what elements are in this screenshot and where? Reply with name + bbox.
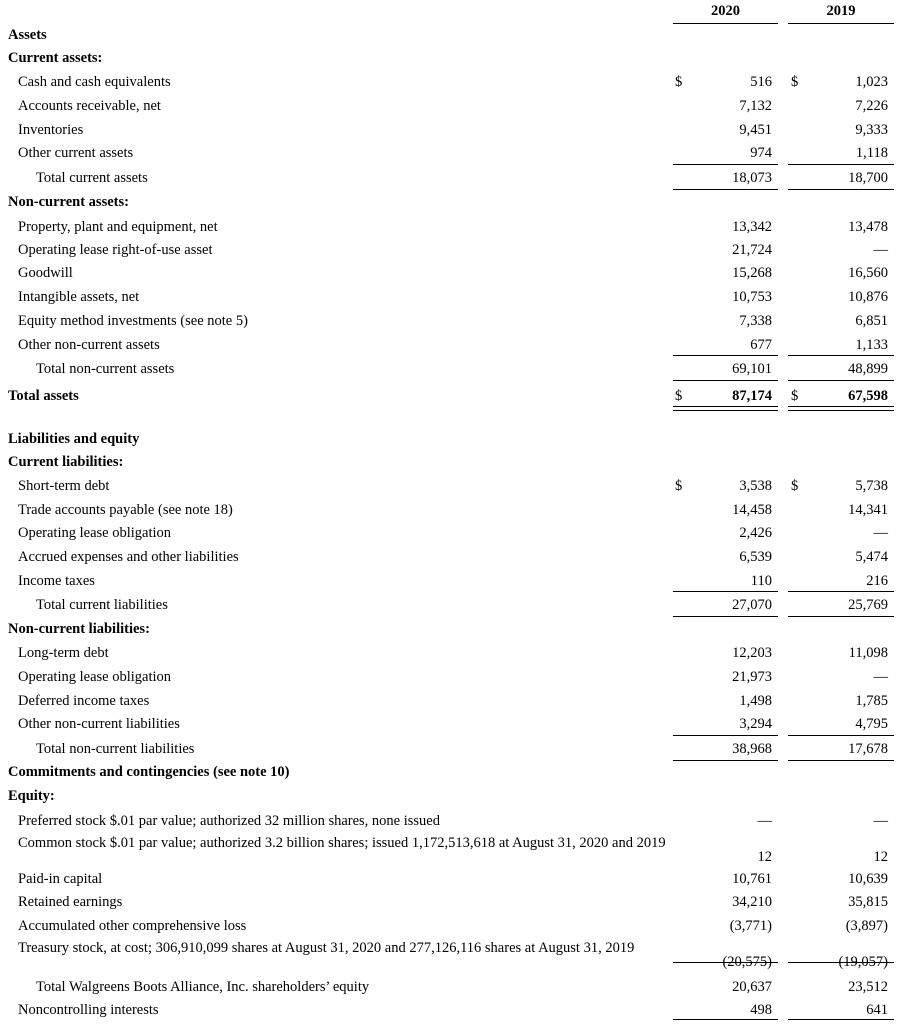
row-preferred-stock-01-par-value-authorized-32-milli [0,810,904,832]
total-rule-2019 [788,164,894,165]
row-non-current-liabilities [0,618,904,640]
row-assets [0,24,904,46]
row-label: Operating lease right-of-use asset [18,242,213,258]
total-rule-2019 [788,962,894,963]
row-other-current-assets [0,142,904,164]
value-2019: 23,512 [848,979,888,995]
row-label: Total Walgreens Boots Alliance, Inc. shareholders’ equity [36,979,370,995]
value-2020: 12,203 [732,645,772,661]
row-current-assets [0,47,904,69]
row-label: Long-term debt [18,645,109,661]
value-2019: 12 [873,849,888,865]
row-noncontrolling-interests [0,999,904,1021]
value-2020: 516 [750,74,772,90]
total-rule-2020 [673,591,778,592]
row-long-term-debt [0,642,904,664]
value-2019: 9,333 [855,122,888,138]
total-rule-2020 [673,164,778,165]
value-2020: — [757,813,772,829]
row-label: Total assets [8,388,79,404]
value-2019: 48,899 [848,361,888,377]
row-label: Total current liabilities [36,597,168,613]
row-short-term-debt [0,475,904,497]
value-2019: 1,023 [855,74,888,90]
value-2020: 18,073 [732,170,772,186]
row-label: Preferred stock $.01 par value; authorized 32 million shares, none issued [18,813,440,829]
value-2020: 7,132 [739,98,772,114]
row-label: Equity method investments (see note 5) [18,313,248,329]
value-2019: 7,226 [855,98,888,114]
currency-symbol-2020: $ [675,74,683,90]
value-2019: 6,851 [855,313,888,329]
row-label: Goodwill [18,265,73,281]
value-2019: (3,897) [845,918,888,934]
value-2019: 25,769 [848,597,888,613]
row-label: Total non-current liabilities [36,741,195,757]
row-total-current-assets [0,167,904,189]
total-rule-2019 [788,189,894,190]
value-2020: 2,426 [739,525,772,541]
row-label: Equity: [8,788,55,804]
row-goodwill [0,262,904,284]
value-2020: 3,538 [739,478,772,494]
value-2020: 34,210 [732,894,772,910]
row-label: Other non-current assets [18,337,160,353]
row-total-assets [0,385,904,407]
value-2019: 14,341 [848,502,888,518]
currency-symbol-2019: $ [791,388,799,404]
total-rule-2020 [673,760,778,761]
row-total-non-current-assets [0,358,904,380]
value-2020: 87,174 [732,388,772,404]
row-label: Treasury stock, at cost; 306,910,099 shares at August 31, 2020 and 277,126,116 shares at August 31, 2019 [18,940,635,956]
row-property-plant-and-equipment-net [0,216,904,238]
value-2020: 10,753 [732,289,772,305]
value-2019: 13,478 [848,219,888,235]
total-rule-2020 [673,1019,778,1020]
value-2020: 14,458 [732,502,772,518]
row-total-walgreens-boots-alliance-inc-shareholders- [0,976,904,998]
value-2019: 67,598 [848,388,888,404]
row-label: Total non-current assets [36,361,175,377]
row-label: Property, plant and equipment, net [18,219,218,235]
value-2020: 12 [757,849,772,865]
row-label: Short-term debt [18,478,110,494]
row-label: Operating lease obligation [18,525,172,541]
column-header-2020: 2020 [673,0,778,24]
row-cash-and-cash-equivalents [0,71,904,93]
total-rule-2019 [788,760,894,761]
row-label: Trade accounts payable (see note 18) [18,502,233,518]
value-2019: 1,133 [855,337,888,353]
value-2019: 641 [866,1002,888,1018]
row-liabilities-and-equity [0,428,904,450]
value-2019: 18,700 [848,170,888,186]
total-rule-2020 [673,189,778,190]
value-2019: — [873,525,888,541]
value-2020: 1,498 [739,693,772,709]
value-2020: 974 [750,145,772,161]
row-current-liabilities [0,451,904,473]
total-rule-2019 [788,380,894,381]
row-label: Accumulated other comprehensive loss [18,918,247,934]
value-2020: 3,294 [739,716,772,732]
column-header-2019: 2019 [788,0,894,24]
row-label: Total current assets [36,170,148,186]
value-2019: (19,057) [838,954,888,970]
value-2019: 10,639 [848,871,888,887]
value-2020: 21,973 [732,669,772,685]
value-2019: — [873,669,888,685]
row-operating-lease-obligation [0,522,904,544]
row-label: Income taxes [18,573,95,589]
value-2019: — [873,813,888,829]
value-2020: 27,070 [732,597,772,613]
value-2019: 216 [866,573,888,589]
value-2020: 6,539 [739,549,772,565]
value-2019: 1,785 [855,693,888,709]
value-2020: 677 [750,337,772,353]
value-2020: 10,761 [732,871,772,887]
row-treasury-stock-at-cost-306-910-099-shares-at-aug [0,939,904,973]
row-deferred-income-taxes [0,690,904,712]
row-label: Operating lease obligation [18,669,172,685]
row-label: Retained earnings [18,894,123,910]
value-2020: 13,342 [732,219,772,235]
value-2020: (20,575) [722,954,772,970]
row-label: Noncontrolling interests [18,1002,159,1018]
row-label: Commitments and contingencies (see note 10) [8,764,290,780]
currency-symbol-2020: $ [675,388,683,404]
total-rule-2019 [788,1019,894,1020]
row-equity-method-investments-see-note-5 [0,310,904,332]
value-2019: 4,795 [855,716,888,732]
row-other-non-current-liabilities [0,713,904,735]
value-2020: 20,637 [732,979,772,995]
value-2020: (3,771) [729,918,772,934]
row-retained-earnings [0,891,904,913]
row-label: Current assets: [8,50,103,66]
currency-symbol-2020: $ [675,478,683,494]
double-underline-2019 [788,406,894,411]
total-rule-2020 [673,735,778,736]
row-label: Deferred income taxes [18,693,150,709]
row-total-non-current-liabilities [0,738,904,760]
value-2020: 498 [750,1002,772,1018]
value-2019: 5,474 [855,549,888,565]
value-2020: 7,338 [739,313,772,329]
row-total-current-liabilities [0,594,904,616]
value-2020: 69,101 [732,361,772,377]
row-label: Accounts receivable, net [18,98,161,114]
value-2019: — [873,242,888,258]
value-2019: 10,876 [848,289,888,305]
value-2019: 35,815 [848,894,888,910]
total-rule-2019 [788,735,894,736]
row-trade-accounts-payable-see-note-18 [0,499,904,521]
value-2020: 9,451 [739,122,772,138]
row-intangible-assets-net [0,286,904,308]
row-non-current-assets [0,191,904,213]
row-income-taxes [0,570,904,592]
row-other-non-current-assets [0,334,904,356]
double-underline-2020 [673,406,778,411]
row-accounts-receivable-net [0,95,904,117]
currency-symbol-2019: $ [791,478,799,494]
row-accumulated-other-comprehensive-loss [0,915,904,937]
value-2020: 21,724 [732,242,772,258]
row-common-stock-01-par-value-authorized-3-2-billion [0,834,904,868]
total-rule-2019 [788,616,894,617]
value-2019: 16,560 [848,265,888,281]
value-2020: 15,268 [732,265,772,281]
row-inventories [0,119,904,141]
row-label: Liabilities and equity [8,431,140,447]
row-label: Paid-in capital [18,871,103,887]
total-rule-2020 [673,962,778,963]
row-equity [0,785,904,807]
row-accrued-expenses-and-other-liabilities [0,546,904,568]
total-rule-2020 [673,380,778,381]
currency-symbol-2019: $ [791,74,799,90]
total-rule-2020 [673,616,778,617]
row-label: Common stock $.01 par value; authorized 3.2 billion shares; issued 1,172,513,618 at August 31, 2020 and 2019 [18,835,666,851]
row-operating-lease-obligation [0,666,904,688]
value-2020: 38,968 [732,741,772,757]
value-2019: 5,738 [855,478,888,494]
row-label: Current liabilities: [8,454,124,470]
row-paid-in-capital [0,868,904,890]
row-commitments-and-contingencies-see-note-10 [0,761,904,783]
value-2020: 110 [750,573,772,589]
value-2019: 1,118 [855,145,888,161]
total-rule-2019 [788,591,894,592]
row-label: Non-current assets: [8,194,129,210]
row-label: Inventories [18,122,84,138]
total-rule-2019 [788,355,894,356]
row-label: Assets [8,27,47,43]
total-rule-2020 [673,355,778,356]
row-label: Other non-current liabilities [18,716,180,732]
row-label: Cash and cash equivalents [18,74,171,90]
row-label: Accrued expenses and other liabilities [18,549,239,565]
value-2019: 11,098 [848,645,888,661]
row-operating-lease-right-of-use-asset [0,239,904,261]
value-2019: 17,678 [848,741,888,757]
row-label: Intangible assets, net [18,289,140,305]
row-label: Non-current liabilities: [8,621,150,637]
row-label: Other current assets [18,145,134,161]
